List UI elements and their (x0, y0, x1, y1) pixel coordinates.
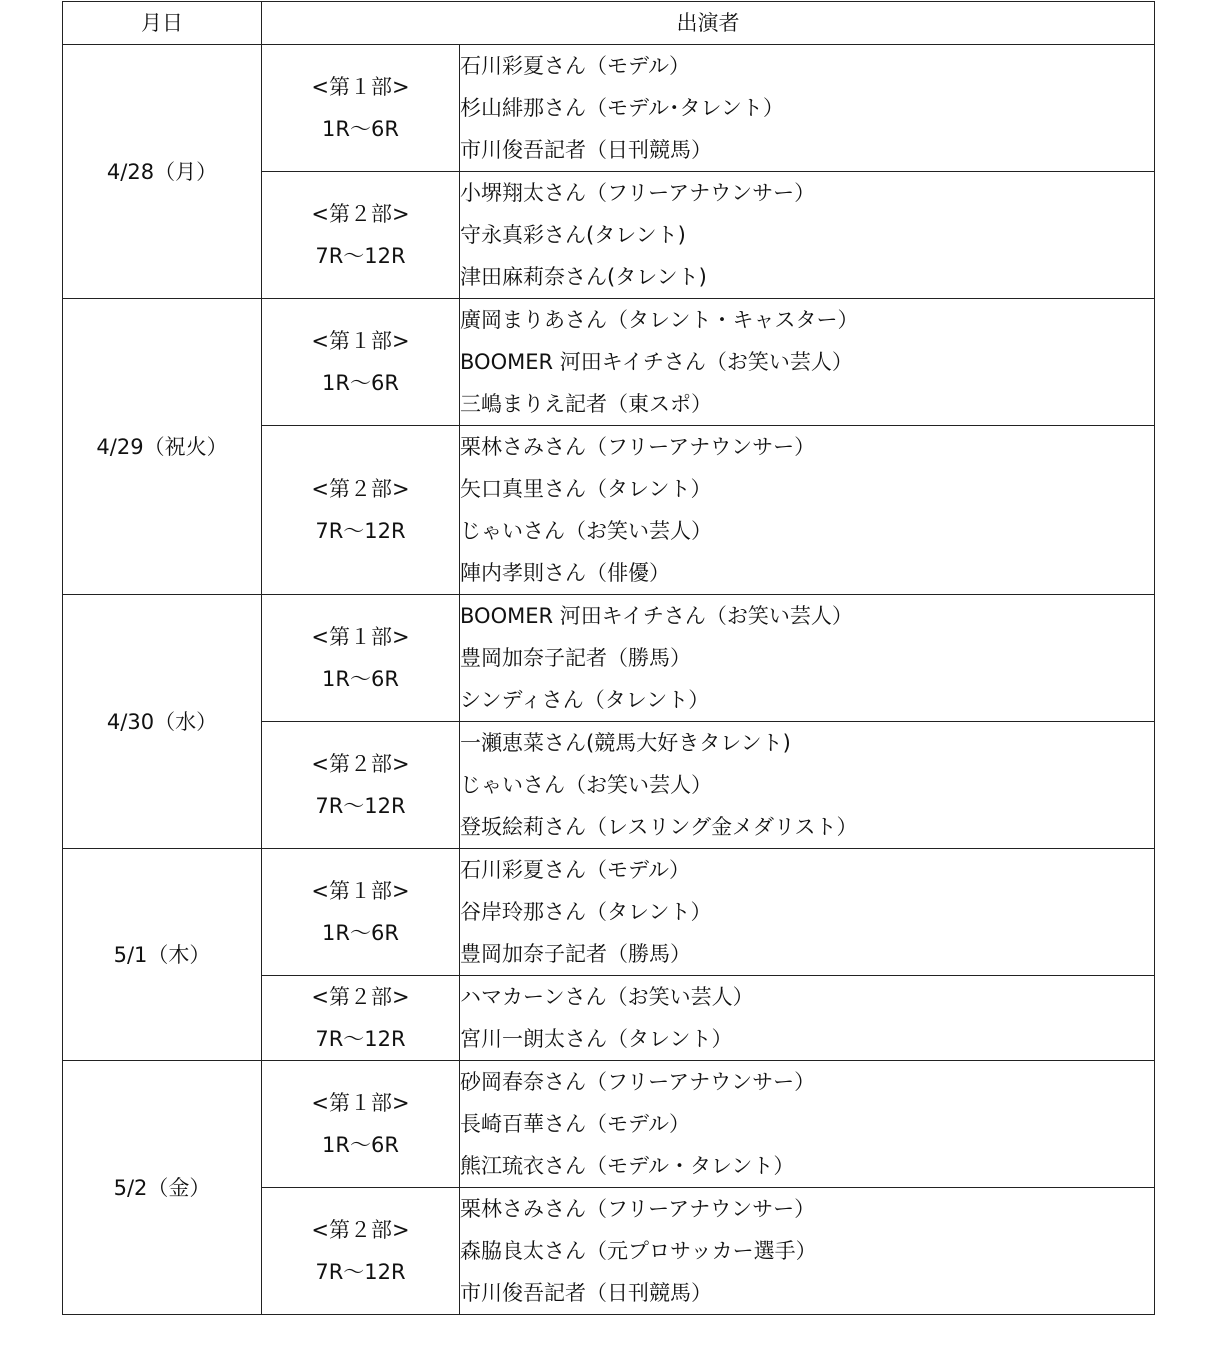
date-cell: 4/28（月） (63, 45, 262, 299)
performer-item: 津田麻莉奈さん(タレント) (460, 265, 707, 289)
part-cell (262, 722, 460, 849)
performer-item: 豊岡加奈子記者（勝馬） (460, 646, 691, 670)
performer-item: 栗林さみさん（フリーアナウンサー） (460, 435, 816, 459)
performer-item: 砂岡春奈さん（フリーアナウンサー） (460, 1070, 816, 1094)
date-cell: 5/2（金） (63, 1061, 262, 1315)
performer-item: 栗林さみさん（フリーアナウンサー） (460, 1197, 816, 1221)
part-label: <第１部> (311, 75, 410, 99)
performer-item: 森脇良太さん（元プロサッカー選手） (460, 1239, 817, 1263)
race-range: 1R～6R (322, 371, 399, 395)
performer-item: 小堺翔太さん（フリーアナウンサー） (460, 181, 816, 205)
performers-cell (460, 299, 1155, 426)
part-label: <第１部> (311, 1091, 410, 1115)
performers-cell (460, 1188, 1155, 1315)
part-cell (262, 595, 460, 722)
part-label: <第２部> (311, 1218, 410, 1242)
performer-item: BOOMER 河田キイチさん（お笑い芸人） (460, 350, 853, 374)
race-range: 1R～6R (322, 1133, 399, 1157)
table-row (63, 849, 1155, 976)
performer-item: じゃいさん（お笑い芸人） (460, 519, 712, 543)
header-row (63, 2, 1155, 45)
race-range: 7R～12R (315, 1260, 406, 1284)
performer-item: 三嶋まりえ記者（東スポ） (460, 392, 712, 416)
performers-cell (460, 595, 1155, 722)
part-label: <第１部> (311, 625, 410, 649)
performers-column-header: 出演者 (262, 2, 1155, 45)
date-cell: 5/1（木） (63, 849, 262, 1061)
schedule-table (62, 1, 1155, 1315)
performer-item: 谷岸玲那さん（タレント） (460, 900, 712, 924)
part-cell (262, 299, 460, 426)
performer-item: じゃいさん（お笑い芸人） (460, 773, 712, 797)
performers-cell (460, 45, 1155, 172)
table-row (63, 45, 1155, 172)
part-cell (262, 426, 460, 595)
performer-item: 杉山緋那さん（モデル･タレント） (460, 96, 784, 120)
performer-item: ハマカーンさん（お笑い芸人） (460, 985, 754, 1009)
date-column-header: 月日 (63, 2, 262, 45)
part-cell (262, 849, 460, 976)
performers-cell (460, 426, 1155, 595)
performer-item: 守永真彩さん(タレント) (460, 223, 686, 247)
performer-item: 石川彩夏さん（モデル） (460, 54, 690, 78)
table-row (63, 1061, 1155, 1188)
part-label: <第１部> (311, 329, 410, 353)
race-range: 7R～12R (315, 519, 406, 543)
table-row (63, 595, 1155, 722)
part-cell (262, 1061, 460, 1188)
performer-item: 石川彩夏さん（モデル） (460, 858, 690, 882)
performers-cell (460, 1061, 1155, 1188)
race-range: 7R～12R (315, 244, 406, 268)
part-label: <第１部> (311, 879, 410, 903)
part-label: <第２部> (311, 477, 410, 501)
race-range: 1R～6R (322, 921, 399, 945)
race-range: 1R～6R (322, 667, 399, 691)
race-range: 1R～6R (322, 117, 399, 141)
performers-cell (460, 849, 1155, 976)
performer-item: BOOMER 河田キイチさん（お笑い芸人） (460, 604, 853, 628)
performer-item: シンディさん（タレント） (460, 688, 710, 712)
performer-item: 長崎百華さん（モデル） (460, 1112, 690, 1136)
performers-cell (460, 722, 1155, 849)
performer-item: 豊岡加奈子記者（勝馬） (460, 942, 691, 966)
performers-cell (460, 172, 1155, 299)
performer-item: 矢口真里さん（タレント） (460, 477, 712, 501)
performers-cell (460, 976, 1155, 1061)
date-cell: 4/29（祝火） (63, 299, 262, 595)
performer-item: 市川俊吾記者（日刊競馬） (460, 1281, 712, 1305)
part-label: <第２部> (311, 202, 410, 226)
part-label: <第２部> (311, 752, 410, 776)
performer-item: 廣岡まりあさん（タレント・キャスター） (460, 308, 859, 332)
performer-item: 宮川一朗太さん（タレント） (460, 1027, 733, 1051)
table-row (63, 299, 1155, 426)
race-range: 7R～12R (315, 1027, 406, 1051)
performer-item: 熊江琉衣さん（モデル・タレント） (460, 1154, 795, 1178)
performer-item: 登坂絵莉さん（レスリング金メダリスト） (460, 815, 858, 839)
schedule-body (63, 45, 1155, 1315)
performer-item: 一瀬恵菜さん(競馬大好きタレント) (460, 731, 791, 755)
date-cell: 4/30（水） (63, 595, 262, 849)
part-label: <第２部> (311, 985, 410, 1009)
performer-item: 市川俊吾記者（日刊競馬） (460, 138, 712, 162)
part-cell (262, 45, 460, 172)
part-cell (262, 1188, 460, 1315)
performer-item: 陣内孝則さん（俳優） (460, 561, 670, 585)
part-cell (262, 976, 460, 1061)
part-cell (262, 172, 460, 299)
race-range: 7R～12R (315, 794, 406, 818)
